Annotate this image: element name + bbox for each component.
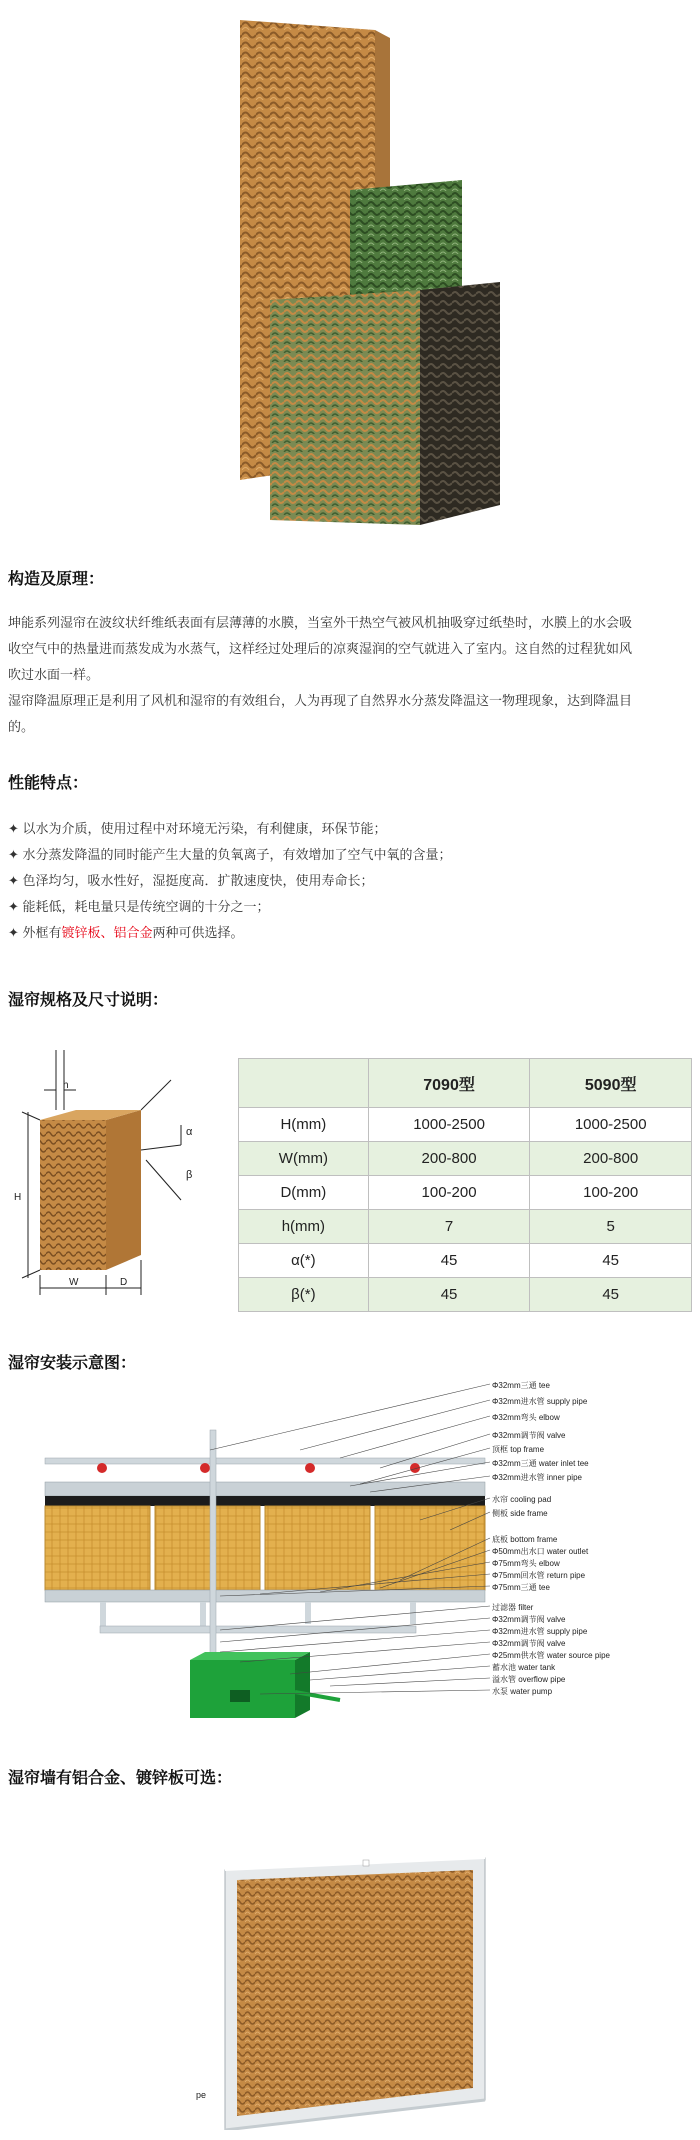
install-label: Φ75mm弯头 elbow <box>492 1559 560 1568</box>
install-label: 侧板 side frame <box>492 1509 548 1518</box>
dim-label-beta: β <box>186 1169 193 1181</box>
table-cell: 200-800 <box>530 1142 692 1176</box>
table-cell: 45 <box>530 1244 692 1278</box>
table-cell: D(mm) <box>239 1176 369 1210</box>
install-label: Φ32mm三通 water inlet tee <box>492 1459 589 1468</box>
frame-options-heading: 湿帘墙有铝合金、镀锌板可选： <box>8 1770 233 1787</box>
frame-options-highlight: 镀锌板、铝合金 <box>61 925 153 940</box>
install-label: 过滤器 filter <box>492 1603 534 1612</box>
install-label: Φ75mm三通 tee <box>492 1583 550 1592</box>
construction-line: 的。 <box>8 719 35 734</box>
bullet-icon: ✦ <box>8 899 23 914</box>
install-label: 顶框 top frame <box>492 1445 545 1454</box>
construction-line: 湿帘降温原理正是利用了风机和湿帘的有效组台，人为再现了自然界水分蒸发降温这一物理现象，达到降温目 <box>8 693 633 708</box>
table-cell: 200-800 <box>368 1142 530 1176</box>
construction-line: 坤能系列湿帘在波纹状纤维纸表面有层薄薄的水膜，当室外干热空气被风机抽吸穿过纸垫时，水膜上的水会吸 <box>8 615 633 630</box>
table-cell: h(mm) <box>239 1210 369 1244</box>
table-cell: 1000-2500 <box>530 1108 692 1142</box>
construction-line: 收空气中的热量进而蒸发成为水蒸气，这样经过处理后的凉爽湿润的空气就进入了室内。这自然的过程犹如风 <box>8 641 633 656</box>
install-label: Φ32mm进水管 supply pipe <box>492 1397 588 1406</box>
feature-item: ✦ 能耗低，耗电量只是传统空调的十分之一； <box>8 899 270 914</box>
install-label: 蓄水池 water tank <box>492 1663 556 1672</box>
install-label: Φ32mm进水管 inner pipe <box>492 1473 582 1482</box>
install-label: Φ32mm调节阀 valve <box>492 1431 566 1440</box>
table-cell: W(mm) <box>239 1142 369 1176</box>
install-label: Φ75mm回水管 return pipe <box>492 1571 586 1580</box>
spec-table <box>238 1058 692 1312</box>
table-cell: 100-200 <box>530 1176 692 1210</box>
table-row <box>239 1176 692 1210</box>
construction-heading: 构造及原理： <box>8 571 105 588</box>
table-cell: α(*) <box>239 1244 369 1278</box>
table-header-cell: 5090型 <box>530 1059 692 1108</box>
table-header-cell <box>239 1059 369 1108</box>
install-label: Φ25mm供水管 water source pipe <box>492 1651 610 1660</box>
install-label: Φ32mm进水管 supply pipe <box>492 1627 588 1636</box>
bullet-icon: ✦ <box>8 925 23 940</box>
installation-leader-lines <box>200 1380 500 1720</box>
install-label: 底板 bottom frame <box>492 1535 558 1544</box>
feature-item: ✦ 以水为介质，使用过程中对环境无污染，有利健康，环保节能； <box>8 821 387 836</box>
feature-item: ✦ 水分蒸发降温的同时能产生大量的负氧离子，有效增加了空气中氧的含量； <box>8 847 452 862</box>
hero-cooling-pads-image <box>200 20 520 530</box>
bullet-icon: ✦ <box>8 873 23 888</box>
table-row <box>239 1210 692 1244</box>
table-cell: 1000-2500 <box>368 1108 530 1142</box>
dim-label-D: D <box>120 1277 128 1288</box>
table-cell: β(*) <box>239 1278 369 1312</box>
table-row <box>239 1142 692 1176</box>
feature-item: ✦ 色泽均匀，吸水性好，湿挺度高．扩散速度快，使用寿命长； <box>8 873 374 888</box>
framed-cooling-pad-image <box>215 1850 490 2130</box>
table-cell: H(mm) <box>239 1108 369 1142</box>
construction-line: 吹过水面一样。 <box>8 667 100 682</box>
table-cell: 45 <box>368 1244 530 1278</box>
install-label: Φ32mm三通 tee <box>492 1381 550 1390</box>
install-label: 水帘 cooling pad <box>492 1495 552 1504</box>
pad-dimension-diagram <box>6 1050 236 1300</box>
features-list <box>8 816 452 946</box>
install-label: 水泵 water pump <box>492 1687 553 1696</box>
table-cell: 45 <box>368 1278 530 1312</box>
install-label: Φ50mm出水口 water outlet <box>492 1547 589 1556</box>
table-row <box>239 1108 692 1142</box>
table-cell: 5 <box>530 1210 692 1244</box>
table-cell: 100-200 <box>368 1176 530 1210</box>
table-cell: 7 <box>368 1210 530 1244</box>
bullet-icon: ✦ <box>8 847 23 862</box>
install-label: Φ32mm调节阀 valve <box>492 1639 566 1648</box>
bullet-icon: ✦ <box>8 821 23 836</box>
install-label: Φ32mm调节阀 valve <box>492 1615 566 1624</box>
install-label: 溢水管 overflow pipe <box>492 1675 566 1684</box>
dim-label-h: h <box>63 1080 69 1091</box>
table-header-cell: 7090型 <box>368 1059 530 1108</box>
spec-heading: 湿帘规格及尺寸说明： <box>8 992 169 1009</box>
install-label: Φ32mm弯头 elbow <box>492 1413 560 1422</box>
dim-label-alpha: α <box>186 1126 193 1138</box>
install-heading: 湿帘安装示意图： <box>8 1355 137 1372</box>
construction-paragraph-1 <box>8 610 698 740</box>
features-heading: 性能特点： <box>8 775 89 792</box>
table-row <box>239 1278 692 1312</box>
dim-label-W: W <box>69 1277 79 1288</box>
table-row <box>239 1244 692 1278</box>
table-cell: 45 <box>530 1278 692 1312</box>
feature-item: ✦ 外框有镀锌板、铝合金两种可供选择。 <box>8 925 244 940</box>
stray-text: pe <box>196 2090 207 2100</box>
dim-label-H: H <box>14 1192 22 1203</box>
table-header-row <box>239 1059 692 1108</box>
